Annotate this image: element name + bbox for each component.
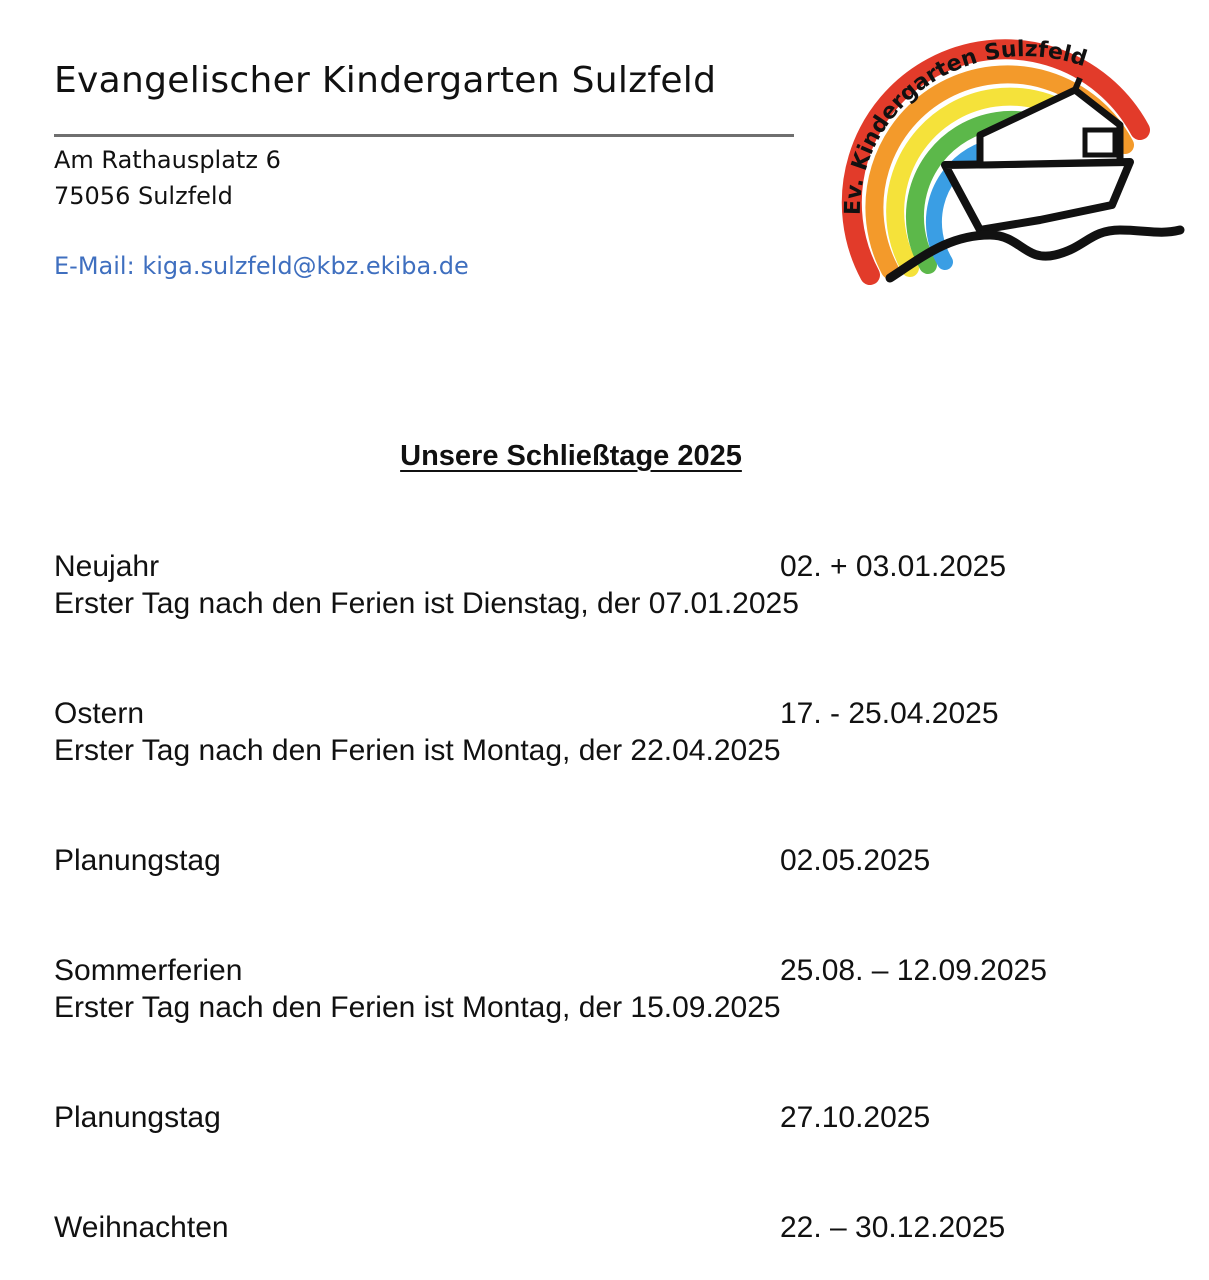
- page-title: Unsere Schließtage 2025: [400, 440, 742, 472]
- closure-date: 25.08. – 12.09.2025: [780, 954, 1047, 987]
- closure-name: Planungstag: [54, 1101, 221, 1134]
- closure-name: Sommerferien: [54, 954, 243, 987]
- ark-hull-icon: [945, 162, 1130, 230]
- closure-note: Erster Tag nach den Ferien ist Montag, der 22.04.2025: [54, 734, 781, 767]
- closure-note: Erster Tag nach den Ferien ist Montag, der 15.09.2025: [54, 991, 781, 1024]
- closure-date: 27.10.2025: [780, 1101, 931, 1134]
- closure-date: 02. + 03.01.2025: [780, 550, 1007, 583]
- closure-date: 17. - 25.04.2025: [780, 697, 999, 730]
- logo-text: Ev. Kindergarten Sulzfeld: [840, 37, 1090, 216]
- address-line-street: Am Rathausplatz 6: [54, 146, 281, 174]
- closure-name: Planungstag: [54, 844, 221, 877]
- closure-name: Weihnachten: [54, 1211, 229, 1244]
- kindergarten-logo: [830, 30, 1190, 290]
- email-link[interactable]: kiga.sulzfeld@kbz.ekiba.de: [142, 252, 469, 280]
- closure-date: 02.05.2025: [780, 844, 931, 877]
- closure-note: Erster Tag nach den Ferien ist Dienstag, der 07.01.2025: [54, 587, 799, 620]
- address-line-city: 75056 Sulzfeld: [54, 182, 233, 210]
- closure-name: Ostern: [54, 697, 145, 730]
- closure-name: Neujahr: [54, 550, 160, 583]
- closure-date: 22. – 30.12.2025: [780, 1211, 1006, 1244]
- org-name: Evangelischer Kindergarten Sulzfeld: [54, 60, 717, 101]
- header-divider: [54, 134, 794, 137]
- email-label: E-Mail:: [54, 252, 135, 280]
- email-line: [54, 252, 469, 280]
